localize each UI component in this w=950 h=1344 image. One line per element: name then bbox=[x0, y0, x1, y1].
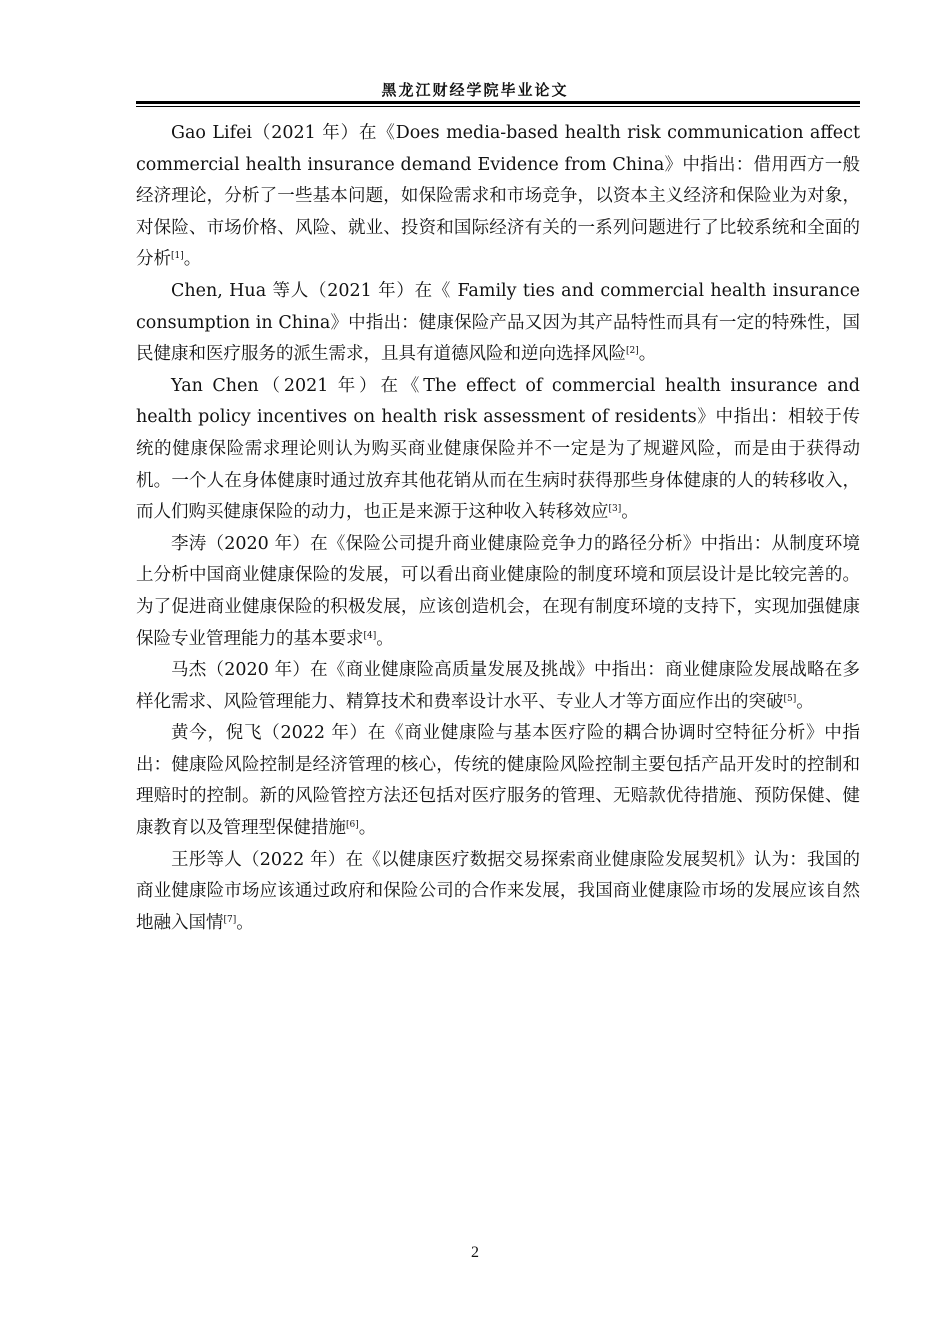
header-rule-thick bbox=[136, 101, 860, 104]
paragraph-end: 。 bbox=[638, 344, 657, 365]
paragraph-text: Yan Chen（2021 年）在《The effect of commercial health insurance and health policy incentives on health risk assessment of residents》中指出：相较于传统的健康保险需求理论则认为购买商业健康保险并不一定是为了规避风险，而是由于获得动机。一个人在身体健康时通过放弃其他花销从而在生病时获得那些身体健康的人的转移收入，而人们购买健康保险的动力，也正是来源于这种收入转移效应 bbox=[136, 375, 860, 523]
paragraph-3 bbox=[136, 371, 860, 529]
paragraph-text: 马杰（2020 年）在《商业健康险高质量发展及挑战》中指出：商业健康险发展战略在多样化需求、风险管理能力、精算技术和费率设计水平、专业人才等方面应作出的突破 bbox=[136, 660, 860, 712]
paragraph-1 bbox=[136, 118, 860, 276]
paragraph-text: 王彤等人（2022 年）在《以健康医疗数据交易探索商业健康险发展契机》认为：我国的商业健康险市场应该通过政府和保险公司的合作来发展，我国商业健康险市场的发展应该自然地融入国情 bbox=[136, 849, 860, 933]
citation-ref: [6] bbox=[346, 820, 359, 831]
citation-ref: [2] bbox=[626, 346, 639, 357]
citation-ref: [5] bbox=[783, 693, 797, 704]
paragraph-end: 。 bbox=[621, 502, 639, 523]
citation-ref: [4] bbox=[363, 630, 377, 641]
paragraph-7 bbox=[136, 845, 860, 940]
citation-ref: [7] bbox=[223, 914, 237, 925]
paragraph-end: 。 bbox=[376, 628, 394, 649]
paragraph-2 bbox=[136, 276, 860, 371]
paragraph-6 bbox=[136, 718, 860, 844]
paragraph-end: 。 bbox=[236, 912, 254, 933]
body-text bbox=[136, 118, 860, 939]
paragraph-text: Chen, Hua 等人（2021 年）在《 Family ties and commercial health insurance consumption in China》中指出：健康保险产品又因为其产品特性而具有一定的特殊性，国民健康和医疗服务的派生需求，且具有道德风险和逆向选择风险 bbox=[136, 280, 860, 365]
paragraph-end: 。 bbox=[183, 249, 202, 270]
header-rule-thin bbox=[136, 106, 860, 107]
citation-ref: [3] bbox=[608, 504, 622, 515]
paragraph-end: 。 bbox=[796, 691, 814, 712]
paragraph-4 bbox=[136, 529, 860, 655]
paragraph-text: Gao Lifei（2021 年）在《Does media-based health risk communication affect commercial health insurance demand Evidence from China》中指出：借用西方一般经济理论，分析了一些基本问题，如保险需求和市场竞争，以资本主义经济和保险业为对象，对保险、市场价格、风险、就业、投资和国际经济有关的一系列问题进行了比较系统和全面的分析 bbox=[136, 123, 860, 270]
paragraph-end: 。 bbox=[358, 818, 377, 839]
page-number: 2 bbox=[471, 1244, 479, 1261]
citation-ref: [1] bbox=[171, 251, 184, 262]
paragraph-5 bbox=[136, 655, 860, 718]
paragraph-text: 黄今，倪飞（2022 年）在《商业健康险与基本医疗险的耦合协调时空特征分析》中指出：健康险风险控制是经济管理的核心，传统的健康险风险控制主要包括产品开发时的控制和理赔时的控制。新的风险管控方法还包括对医疗服务的管理、无赔款优待措施、预防保健、健康教育以及管理型保健措施 bbox=[136, 723, 860, 839]
paragraph-text: 李涛（2020 年）在《保险公司提升商业健康险竞争力的路径分析》中指出：从制度环境上分析中国商业健康保险的发展，可以看出商业健康险的制度环境和顶层设计是比较完善的。为了促进商业健康保险的积极发展，应该创造机会，在现有制度环境的支持下，实现加强健康保险专业管理能力的基本要求 bbox=[136, 533, 860, 649]
page-header-title: 黑龙江财经学院毕业论文 bbox=[381, 81, 569, 99]
